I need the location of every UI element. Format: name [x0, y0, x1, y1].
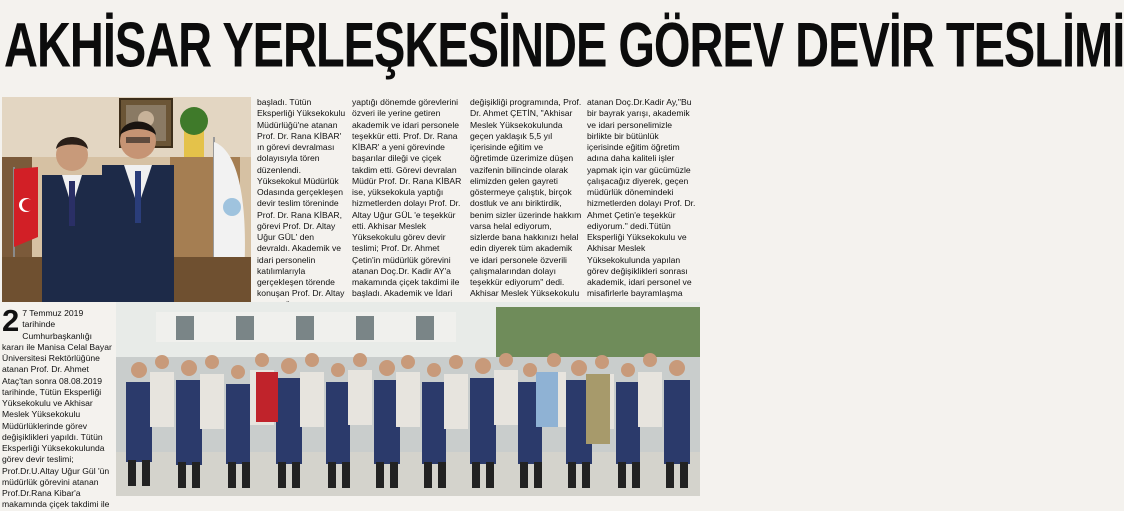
- article-column-3: [470, 97, 583, 304]
- article-lead-text: 7 Temmuz 2019 tarihinde Cumhurbaşkanlığı kararı ile Manisa Celal Bayar Üniversitesi Rektörlüğüne atanan Prof. Dr. Ahmet Ataç'tan sonra 08.08.2019 tarihinde, Tütün Eksperliği Yüksekokulu ve Akhisar Meslek Yüksekokulu Müdürlüklerinde görev değişiklikleri yapıldı. Tütün Eksperliği Yüksekokulunda görev devir teslimi; Prof.Dr.U.Altay Uğur Gül 'ün müdürlük görevini atanan Prof.Dr.Rana Kibar'a makamında çiçek takdimi ile: [2, 308, 112, 510]
- office-handover-illustration: [2, 97, 251, 302]
- article-column-4: [587, 97, 697, 321]
- article-column-1: [257, 97, 347, 304]
- group-photo-illustration: [116, 302, 700, 496]
- headline: AKHİSAR YERLEŞKESİNDE GÖREV DEVİR TESLİMİ: [4, 8, 1124, 81]
- photo-office-handover: [2, 97, 251, 302]
- article-column-1-text: başladı. Tütün Eksperliği Yüksekokulu Müdürlüğü'ne atanan Prof. Dr. Rana KİBAR' ın görevi devralması dolayısıyla tören düzenlendi. Yüksekokul Müdürlük Odasında gerçekleşen devir teslim töreninde Prof. Dr. Rana KİBAR, görevi Prof. Dr. Altay Uğur GÜL' den devraldı. Akademik ve idari personelin katılımlarıyla gerçekleşen törende konuşan Prof. Dr. Altay: [257, 97, 346, 299]
- article-column-2: [352, 97, 464, 304]
- drop-cap: 2: [2, 303, 20, 338]
- article-column-3-text: değişikliği programında, Prof. Dr. Ahmet ÇETİN, "Akhisar Meslek Yüksekokulunda geçen yaklaşık 5,5 yıl içerisinde eğitim ve öğretimde üzerimize düşen vazifenin bilincinde olarak elimizden gelen gayreti göstermeye çalıştık, birçok dostluk ve anı biriktirdik, benim sizler üzerinde hakkım varsa helal ediyorum, sizlerde bana hakkınızı helal edin diyerek tüm akademik ve idari personele özverili çalışmalarından dolayı teşekkür ediyorum" dedi. Akhisar Meslek Yüksekokulu: [470, 97, 582, 299]
- photo-group: [116, 302, 700, 496]
- article-column-4-text: atanan Doç.Dr.Kadir Ay,"Bu bir bayrak yarışı, akademik ve idari personelimizle birlikte bir bütünlük içerisinde eğitim öğretim adına daha kaliteli işler yapmak için var gücümüzle çalışacağız diyerek, geçen müdürlük dönemindeki hizmetlerden dolayı Prof. Dr. Ahmet Çetin'e teşekkür ediyorum." dedi.Tütün Eksperliği Yüksekokulu ve Akhisar Meslek Yüksekokulunda yapılan görev değişiklikleri sonrası akademik, idari personel ve misafirlerle bayramlaşma: [587, 97, 696, 299]
- article-lead-column: [2, 303, 114, 510]
- article-column-2-text: yaptığı dönemde görevlerini özveri ile yerine getiren akademik ve idari personele teşekkür etti. Prof. Dr. Rana KİBAR' a yeni görevinde başarılar dileği ve çiçek takdim etti. Görevi devralan Müdür Prof. Dr. Rana KİBAR ise, yüksekokula yaptığı hizmetlerden dolayı Prof. Dr. Altay Uğur GÜL 'e teşekkür etti. Akhisar Meslek Yüksekokulu görev devir teslimi; Prof. Dr. Ahmet Çetin'in müdürlük görevini atanan Doç.Dr. Kadir AY'a makamında çiçek takdimi ile başladı. Akademik ve İdari: [352, 97, 462, 299]
